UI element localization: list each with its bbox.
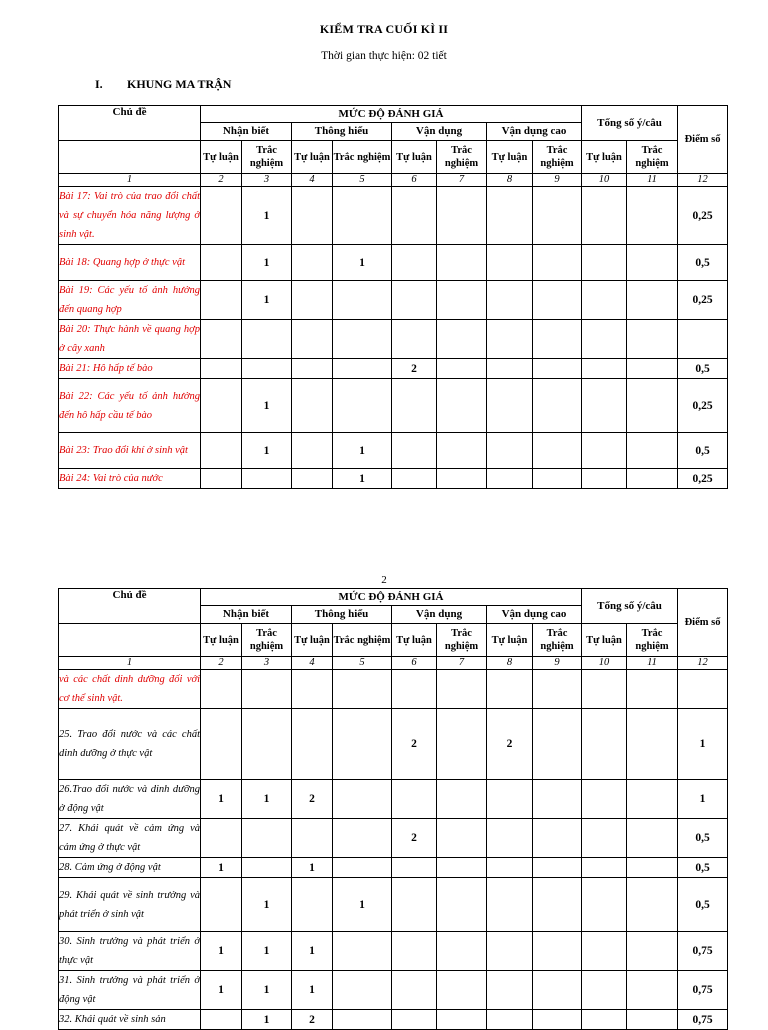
header-mcq: Trắc nghiệm <box>437 141 487 174</box>
count-cell <box>582 187 627 245</box>
count-cell <box>392 780 437 819</box>
count-cell <box>201 1010 242 1030</box>
header-topic: Chủ đề <box>59 106 201 141</box>
topic-cell: Bài 18: Quang hợp ở thực vật <box>59 245 201 281</box>
count-cell: 1 <box>242 245 292 281</box>
count-cell: 1 <box>333 245 392 281</box>
count-cell <box>242 320 292 359</box>
document-title: KIỂM TRA CUỐI KÌ II <box>319 22 449 36</box>
table-row <box>59 878 728 932</box>
count-cell <box>627 932 678 971</box>
header-mcq: Trắc nghiệm <box>242 624 292 657</box>
topic-cell: 25. Trao đổi nước và các chất dinh dưỡng ở thực vật <box>59 709 201 780</box>
count-cell <box>533 245 582 281</box>
count-cell <box>437 469 487 489</box>
header-mcq: Trắc nghiệm <box>627 624 678 657</box>
topic-cell: và các chất dinh dưỡng đối với cơ thể sinh vật. <box>59 670 201 709</box>
count-cell <box>392 281 437 320</box>
count-cell <box>627 281 678 320</box>
count-cell <box>627 709 678 780</box>
count-cell <box>242 819 292 858</box>
count-cell <box>333 819 392 858</box>
count-cell: 1 <box>201 932 242 971</box>
count-cell <box>533 359 582 379</box>
column-index: 10 <box>582 657 627 670</box>
count-cell <box>487 780 533 819</box>
topic-cell: 27. Khái quát về cảm ứng và cảm ứng ở thực vật <box>59 819 201 858</box>
header-assessment-level: MỨC ĐỘ ĐÁNH GIÁ <box>201 106 582 123</box>
count-cell <box>392 433 437 469</box>
count-cell <box>533 187 582 245</box>
count-cell <box>487 379 533 433</box>
column-index: 3 <box>242 174 292 187</box>
count-cell <box>627 971 678 1010</box>
count-cell <box>437 187 487 245</box>
count-cell <box>487 187 533 245</box>
count-cell: 1 <box>242 932 292 971</box>
header-level: Vận dụng <box>392 606 487 624</box>
table-row <box>59 433 728 469</box>
header-score: Điểm số <box>678 106 728 174</box>
column-index: 4 <box>292 657 333 670</box>
count-cell <box>333 359 392 379</box>
table-row <box>59 281 728 320</box>
count-cell <box>582 359 627 379</box>
table-row <box>59 187 728 245</box>
matrix-table-1 <box>58 105 728 489</box>
column-index: 12 <box>678 657 728 670</box>
count-cell <box>201 670 242 709</box>
count-cell <box>487 1010 533 1030</box>
header-essay: Tự luận <box>392 624 437 657</box>
count-cell: 1 <box>333 878 392 932</box>
count-cell <box>392 469 437 489</box>
count-cell <box>627 469 678 489</box>
count-cell <box>582 320 627 359</box>
table-row <box>59 709 728 780</box>
header-level: Thông hiểu <box>292 606 392 624</box>
topic-cell: Bài 17: Vai trò của trao đổi chất và sự chuyển hóa năng lượng ở sinh vật. <box>59 187 201 245</box>
count-cell <box>533 932 582 971</box>
count-cell <box>582 1010 627 1030</box>
count-cell <box>627 780 678 819</box>
count-cell <box>242 469 292 489</box>
count-cell <box>582 780 627 819</box>
count-cell <box>437 379 487 433</box>
column-index: 5 <box>333 174 392 187</box>
topic-cell: 32. Khái quát về sinh sản <box>59 1010 201 1030</box>
count-cell <box>487 878 533 932</box>
column-index: 9 <box>533 174 582 187</box>
column-index: 3 <box>242 657 292 670</box>
count-cell <box>242 359 292 379</box>
count-cell <box>533 433 582 469</box>
count-cell <box>533 709 582 780</box>
column-index: 1 <box>59 174 201 187</box>
count-cell <box>582 878 627 932</box>
count-cell <box>437 320 487 359</box>
count-cell: 2 <box>292 1010 333 1030</box>
count-cell <box>533 971 582 1010</box>
count-cell <box>437 932 487 971</box>
count-cell <box>292 819 333 858</box>
header-level: Vận dụng cao <box>487 123 582 141</box>
count-cell <box>201 320 242 359</box>
header-essay: Tự luận <box>292 141 333 174</box>
count-cell <box>533 281 582 320</box>
header-essay: Tự luận <box>487 141 533 174</box>
count-cell <box>627 187 678 245</box>
count-cell: 1 <box>292 858 333 878</box>
header-topic: Chủ đề <box>59 589 201 624</box>
score-cell: 0,25 <box>678 379 728 433</box>
count-cell <box>292 878 333 932</box>
count-cell: 1 <box>201 858 242 878</box>
header-essay: Tự luận <box>582 624 627 657</box>
column-index: 6 <box>392 174 437 187</box>
count-cell <box>437 819 487 858</box>
count-cell: 1 <box>333 433 392 469</box>
count-cell <box>333 1010 392 1030</box>
header-mcq: Trắc nghiệm <box>533 624 582 657</box>
column-index: 10 <box>582 174 627 187</box>
count-cell: 1 <box>201 971 242 1010</box>
score-cell: 0,5 <box>678 858 728 878</box>
count-cell <box>201 359 242 379</box>
count-cell: 1 <box>242 878 292 932</box>
topic-cell: Bài 22: Các yếu tố ảnh hưởng đến hô hấp cầu tế bào <box>59 379 201 433</box>
header-topic-blank <box>59 624 201 657</box>
count-cell <box>533 858 582 878</box>
score-cell: 1 <box>678 780 728 819</box>
topic-cell: 26.Trao đổi nước và dinh dưỡng ở động vật <box>59 780 201 819</box>
count-cell <box>533 780 582 819</box>
header-mcq: Trắc nghiệm <box>333 141 392 174</box>
column-index: 7 <box>437 174 487 187</box>
count-cell <box>582 819 627 858</box>
count-cell <box>392 245 437 281</box>
count-cell: 1 <box>242 1010 292 1030</box>
page-number: 2 <box>381 574 387 586</box>
count-cell <box>487 433 533 469</box>
count-cell <box>487 320 533 359</box>
count-cell <box>533 878 582 932</box>
count-cell <box>292 281 333 320</box>
count-cell: 1 <box>242 379 292 433</box>
header-essay: Tự luận <box>392 141 437 174</box>
count-cell <box>487 670 533 709</box>
count-cell <box>392 878 437 932</box>
header-mcq: Trắc nghiệm <box>627 141 678 174</box>
header-mcq: Trắc nghiệm <box>242 141 292 174</box>
section-number: I. <box>95 77 103 91</box>
topic-cell: 31. Sinh trưởng và phát triển ở động vật <box>59 971 201 1010</box>
column-index: 11 <box>627 657 678 670</box>
count-cell <box>533 1010 582 1030</box>
topic-cell: Bài 23: Trao đổi khí ở sinh vật <box>59 433 201 469</box>
count-cell: 1 <box>242 971 292 1010</box>
score-cell: 1 <box>678 709 728 780</box>
table-row <box>59 819 728 858</box>
column-index: 11 <box>627 174 678 187</box>
table-row <box>59 858 728 878</box>
count-cell <box>533 469 582 489</box>
count-cell <box>333 709 392 780</box>
count-cell <box>242 858 292 878</box>
topic-cell: Bài 19: Các yếu tố ảnh hưởng đến quang hợp <box>59 281 201 320</box>
count-cell: 1 <box>242 780 292 819</box>
count-cell <box>292 433 333 469</box>
score-cell: 0,5 <box>678 245 728 281</box>
table-row <box>59 670 728 709</box>
count-cell <box>437 858 487 878</box>
count-cell <box>437 359 487 379</box>
count-cell <box>582 858 627 878</box>
count-cell <box>392 971 437 1010</box>
count-cell <box>437 245 487 281</box>
count-cell <box>437 433 487 469</box>
count-cell <box>627 819 678 858</box>
column-index: 4 <box>292 174 333 187</box>
column-index: 9 <box>533 657 582 670</box>
count-cell <box>201 187 242 245</box>
column-index: 2 <box>201 174 242 187</box>
column-index: 8 <box>487 657 533 670</box>
header-essay: Tự luận <box>292 624 333 657</box>
header-score: Điểm số <box>678 589 728 657</box>
score-cell <box>678 670 728 709</box>
column-index: 8 <box>487 174 533 187</box>
count-cell: 2 <box>392 709 437 780</box>
count-cell <box>627 379 678 433</box>
topic-cell: Bài 20: Thực hành về quang hợp ở cây xanh <box>59 320 201 359</box>
count-cell <box>333 379 392 433</box>
count-cell <box>627 858 678 878</box>
count-cell <box>392 379 437 433</box>
count-cell <box>487 281 533 320</box>
table-row <box>59 971 728 1010</box>
header-essay: Tự luận <box>201 141 242 174</box>
count-cell <box>627 245 678 281</box>
count-cell <box>292 709 333 780</box>
header-level: Vận dụng <box>392 123 487 141</box>
table-row <box>59 469 728 489</box>
count-cell <box>201 379 242 433</box>
count-cell <box>201 819 242 858</box>
count-cell <box>333 670 392 709</box>
header-topic-blank <box>59 141 201 174</box>
header-total: Tổng số ý/câu <box>582 589 678 624</box>
section-heading <box>95 77 231 92</box>
count-cell <box>627 878 678 932</box>
count-cell <box>392 670 437 709</box>
count-cell <box>627 359 678 379</box>
count-cell: 1 <box>201 780 242 819</box>
count-cell: 1 <box>242 281 292 320</box>
document-subtitle: Thời gian thực hiện: 02 tiết <box>321 50 447 62</box>
count-cell <box>582 379 627 433</box>
count-cell <box>437 709 487 780</box>
topic-cell: 29. Khái quát về sinh trưởng và phát triển ở sinh vật <box>59 878 201 932</box>
header-essay: Tự luận <box>582 141 627 174</box>
header-mcq: Trắc nghiệm <box>533 141 582 174</box>
count-cell <box>392 320 437 359</box>
count-cell <box>437 281 487 320</box>
table-row <box>59 245 728 281</box>
score-cell <box>678 320 728 359</box>
count-cell <box>437 670 487 709</box>
count-cell <box>487 245 533 281</box>
topic-cell: 30. Sinh trưởng và phát triển ở thực vật <box>59 932 201 971</box>
count-cell <box>201 469 242 489</box>
header-level: Thông hiểu <box>292 123 392 141</box>
score-cell: 0,75 <box>678 932 728 971</box>
count-cell <box>582 971 627 1010</box>
count-cell <box>487 359 533 379</box>
table-row <box>59 1010 728 1030</box>
header-essay: Tự luận <box>487 624 533 657</box>
count-cell <box>201 281 242 320</box>
column-index: 2 <box>201 657 242 670</box>
table-row <box>59 320 728 359</box>
header-mcq: Trắc nghiệm <box>437 624 487 657</box>
topic-cell: 28. Cảm ứng ở động vật <box>59 858 201 878</box>
count-cell <box>582 245 627 281</box>
count-cell <box>437 1010 487 1030</box>
count-cell <box>201 245 242 281</box>
count-cell <box>487 932 533 971</box>
score-cell: 0,25 <box>678 281 728 320</box>
count-cell <box>201 433 242 469</box>
score-cell: 0,25 <box>678 187 728 245</box>
score-cell: 0,5 <box>678 433 728 469</box>
column-index: 6 <box>392 657 437 670</box>
count-cell <box>292 245 333 281</box>
header-essay: Tự luận <box>201 624 242 657</box>
count-cell <box>627 1010 678 1030</box>
count-cell <box>582 281 627 320</box>
count-cell <box>533 670 582 709</box>
score-cell: 0,5 <box>678 819 728 858</box>
score-cell: 0,5 <box>678 878 728 932</box>
count-cell <box>292 670 333 709</box>
score-cell: 0,25 <box>678 469 728 489</box>
count-cell <box>392 187 437 245</box>
column-index: 12 <box>678 174 728 187</box>
count-cell <box>533 819 582 858</box>
count-cell <box>487 469 533 489</box>
column-index: 1 <box>59 657 201 670</box>
header-level: Vận dụng cao <box>487 606 582 624</box>
count-cell: 2 <box>392 819 437 858</box>
count-cell <box>582 433 627 469</box>
count-cell <box>333 971 392 1010</box>
header-level: Nhận biết <box>201 123 292 141</box>
header-assessment-level: MỨC ĐỘ ĐÁNH GIÁ <box>201 589 582 606</box>
count-cell <box>582 469 627 489</box>
count-cell <box>487 971 533 1010</box>
count-cell <box>627 433 678 469</box>
column-index: 7 <box>437 657 487 670</box>
count-cell <box>437 971 487 1010</box>
matrix-table-2 <box>58 588 728 1030</box>
count-cell <box>333 281 392 320</box>
count-cell: 1 <box>333 469 392 489</box>
count-cell <box>437 878 487 932</box>
count-cell <box>292 469 333 489</box>
count-cell <box>487 819 533 858</box>
count-cell <box>333 780 392 819</box>
count-cell <box>242 709 292 780</box>
table-row <box>59 780 728 819</box>
section-title: KHUNG MA TRẬN <box>127 77 232 91</box>
count-cell: 2 <box>292 780 333 819</box>
table-row <box>59 932 728 971</box>
count-cell <box>627 320 678 359</box>
table-row <box>59 359 728 379</box>
count-cell <box>437 780 487 819</box>
count-cell: 1 <box>292 932 333 971</box>
count-cell <box>292 359 333 379</box>
count-cell <box>292 187 333 245</box>
score-cell: 0,5 <box>678 359 728 379</box>
count-cell <box>392 1010 437 1030</box>
header-total: Tổng số ý/câu <box>582 106 678 141</box>
count-cell <box>242 670 292 709</box>
count-cell <box>201 709 242 780</box>
count-cell <box>533 379 582 433</box>
count-cell: 2 <box>392 359 437 379</box>
count-cell <box>582 670 627 709</box>
count-cell <box>582 932 627 971</box>
count-cell <box>333 858 392 878</box>
count-cell <box>333 932 392 971</box>
count-cell <box>487 858 533 878</box>
count-cell: 1 <box>292 971 333 1010</box>
count-cell <box>292 379 333 433</box>
count-cell: 1 <box>242 433 292 469</box>
header-mcq: Trắc nghiệm <box>333 624 392 657</box>
score-cell: 0,75 <box>678 971 728 1010</box>
count-cell <box>392 858 437 878</box>
count-cell: 1 <box>242 187 292 245</box>
header-level: Nhận biết <box>201 606 292 624</box>
topic-cell: Bài 24: Vai trò của nước <box>59 469 201 489</box>
count-cell <box>333 320 392 359</box>
table-row <box>59 379 728 433</box>
count-cell: 2 <box>487 709 533 780</box>
count-cell <box>533 320 582 359</box>
score-cell: 0,75 <box>678 1010 728 1030</box>
count-cell <box>582 709 627 780</box>
count-cell <box>392 932 437 971</box>
count-cell <box>627 670 678 709</box>
count-cell <box>333 187 392 245</box>
column-index: 5 <box>333 657 392 670</box>
count-cell <box>292 320 333 359</box>
topic-cell: Bài 21: Hô hấp tế bào <box>59 359 201 379</box>
count-cell <box>201 878 242 932</box>
